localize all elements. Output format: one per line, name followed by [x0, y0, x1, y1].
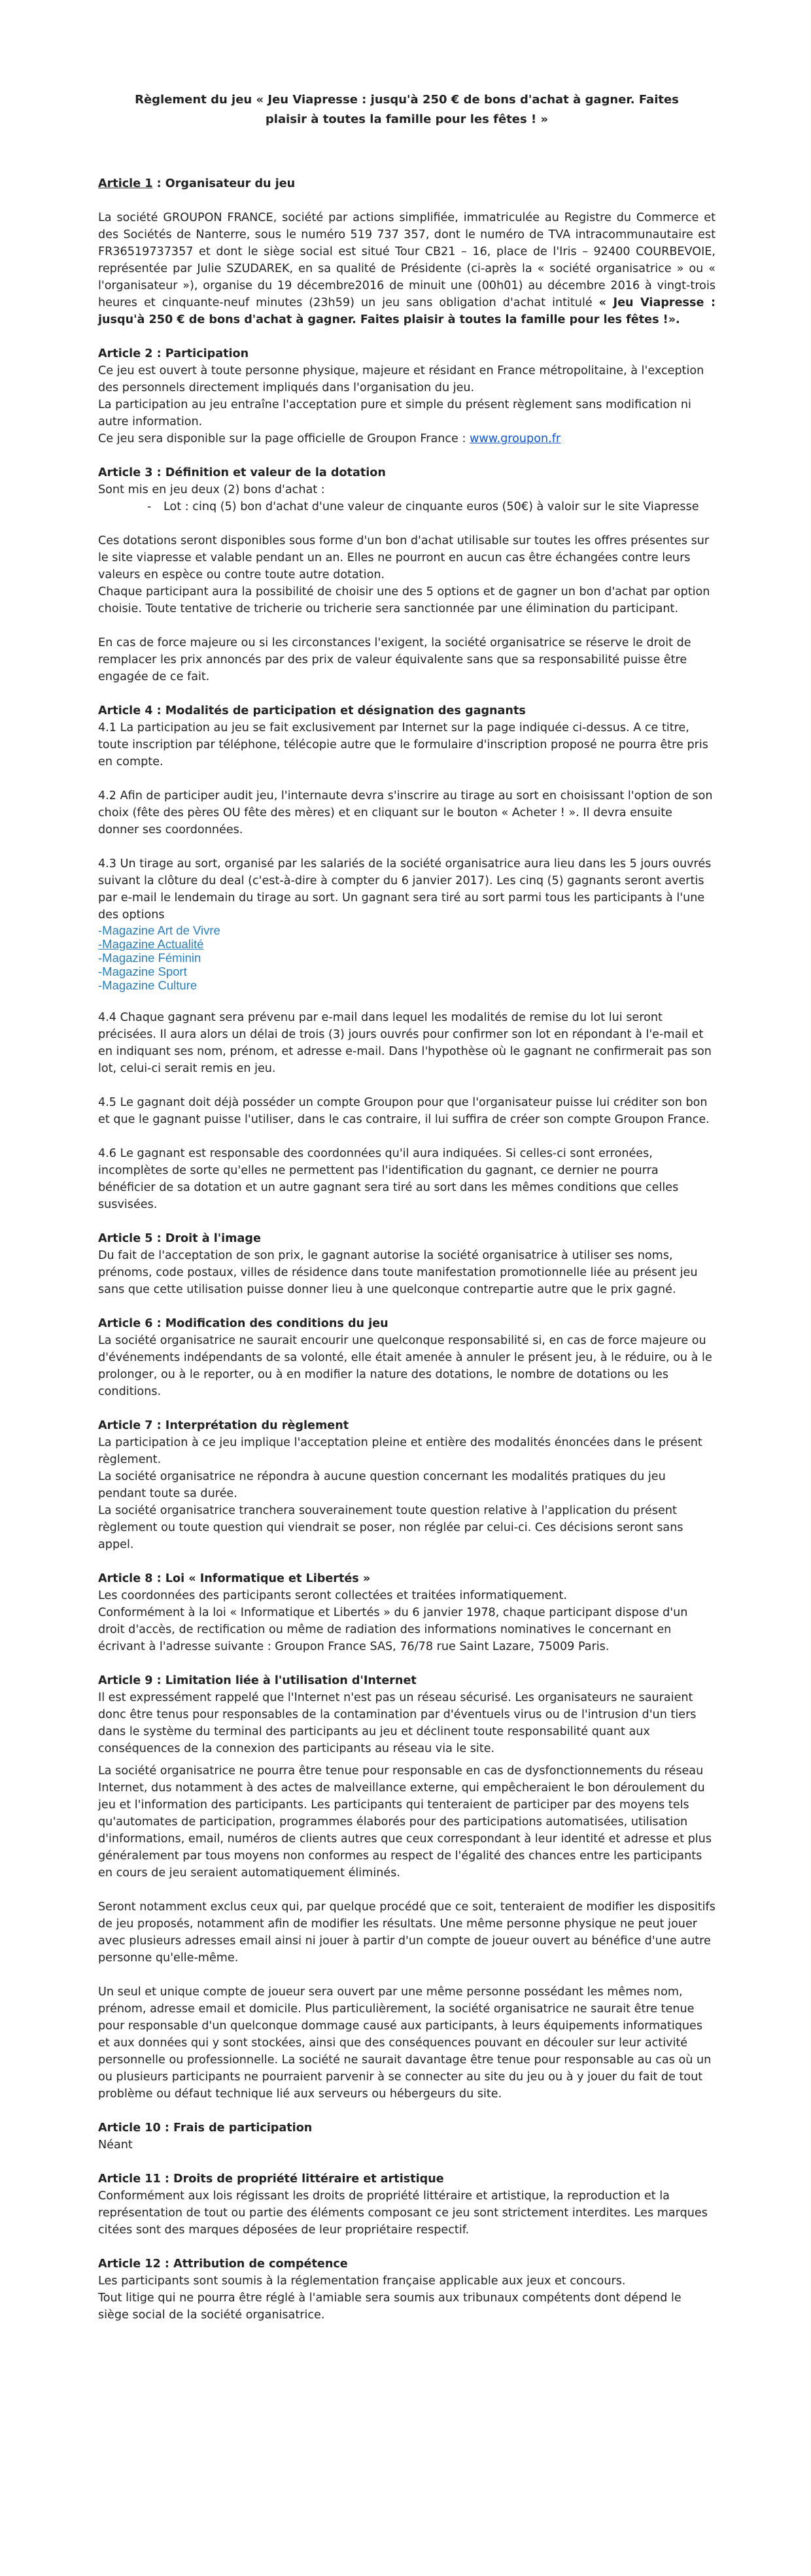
article-5-text: Du fait de l'acceptation de son prix, le gagnant autorise la société organisatrice à utiliser ses noms, prénoms, code postaux, villes de résidence dans toute manifestation promotionnelle liée au présent jeu sans que cette utilisation puisse donner lieu à une quelconque contrepartie autre que le prix gagné.: [98, 1249, 698, 1296]
article-4-3: 4.3 Un tirage au sort, organisé par les salariés de la société organisatrice aura lieu dans les 5 jours ouvrés suivant la clôture du deal (c'est-à-dire à compter du 6 janvier 2017). Les cinq (5) gagnants seront avertis par e-mail le lendemain du tirage au sort. Un gagnant sera tiré au sort parmi tous les participants à l'une des options: [98, 857, 712, 921]
article-12-line-2: Tout litige qui ne pourra être réglé à l'amiable sera soumis aux tribunaux compétents dont dépend le siège social de la société organisatrice.: [98, 2292, 682, 2322]
article-3-para-4: En cas de force majeure ou si les circonstances l'exigent, la société organisatrice se réserve le droit de remplacer les prix annoncés par des prix de valeur équivalente sans que sa responsabilité puisse être engagée de ce fait.: [98, 636, 691, 683]
article-1-title: : Organisateur du jeu: [152, 177, 296, 190]
article-2-line-3-text: Ce jeu sera disponible sur la page officielle de Groupon France :: [98, 432, 470, 445]
article-6-text: La société organisatrice ne saurait encourir une quelconque responsabilité si, en cas de force majeure ou d'événements indépendants de sa volonté, elle était amenée à annuler le présent jeu, à le réduire, ou à le prolonger, ou à le reporter, ou à en modifier la nature des dotations, le nombre de dotations ou les conditions.: [98, 1334, 712, 1398]
article-7-line-3: La société organisatrice tranchera souverainement toute question relative à l'application du présent règlement ou toute question qui viendrait se poser, non réglée par celui-ci. Ces décisions seront sans appel.: [98, 1504, 683, 1551]
bullet-dash: -: [147, 500, 152, 513]
article-11: [98, 2171, 716, 2239]
article-12-line-1: Les participants sont soumis à la réglementation française applicable aux jeux et concours.: [98, 2275, 626, 2288]
article-2-line-1: Ce jeu est ouvert à toute personne physique, majeure et résidant en France métropolitaine, à l'exception des personnels directement impliqués dans l'organisation du jeu.: [98, 364, 704, 394]
article-7: [98, 1417, 716, 1553]
article-1-number: Article 1: [98, 177, 153, 190]
article-3-para-2: Ces dotations seront disponibles sous forme d'un bon d'achat utilisable sur toutes les offres présentes sur le site viapresse et valable pendant un an. Elles ne pourront en aucun cas être échangées contre leurs valeurs en espèce ou contre toute autre dotation.: [98, 534, 710, 581]
article-12-heading: Article 12 : Attribution de compétence: [98, 2258, 348, 2271]
article-7-line-1: La participation à ce jeu implique l'acceptation pleine et entière des modalités énoncées dans le présent règlement.: [98, 1436, 702, 1466]
groupon-link[interactable]: www.groupon.fr: [469, 432, 561, 445]
article-1: [98, 175, 716, 328]
option-feminin[interactable]: -Magazine Féminin: [98, 951, 201, 965]
article-7-line-2: La société organisatrice ne répondra à aucune question concernant les modalités pratiques du jeu pendant toute sa durée.: [98, 1470, 666, 1500]
article-4-6: 4.6 Le gagnant est responsable des coordonnées qu'il aura indiquées. Si celles-ci sont erronées, incomplètes de sorte qu'elles ne permettent pas l'identification du gagnant, ce dernier ne pourra bénéficier de sa dotation et un autre gagnant sera tiré au sort dans les mêmes conditions que celles susvisées.: [98, 1147, 679, 1211]
article-11-heading: Article 11 : Droits de propriété littéraire et artistique: [98, 2172, 444, 2186]
article-8: [98, 1570, 716, 1655]
option-sport[interactable]: -Magazine Sport: [98, 965, 187, 978]
article-1-body: La société GROUPON FRANCE, société par actions simplifiée, immatriculée au Registre du Commerce et des Sociétés de Nanterre, sous le numéro 519 737 357, dont le numéro de TVA intracommunautaire est FR36519737357 et dont le siège social est situé Tour CB21 – 16, place de l'Iris – 92400 COURBEVOIE, représentée par Julie SZUDAREK, en sa qualité de Présidente (ci-après la « société organisatrice » ou « l'organisateur »), organise du 19 décembre2016 de minuit une (00h01) au décembre 2016 à vingt-trois heures et cinquante-neuf minutes (23h59) un jeu sans obligation d'achat intitulé: [98, 211, 716, 309]
article-10-heading: Article 10 : Frais de participation: [98, 2121, 313, 2135]
article-4-4: 4.4 Chaque gagnant sera prévenu par e-mail dans lequel les modalités de remise du lot lui seront précisées. Il aura alors un délai de trois (3) jours ouvrés pour confirmer son lot en répondant à l'e-mail et en indiquant ses nom, prénom, et adresse e-mail. Dans l'hypothèse où le gagnant ne confirmerait pas son lot, celui-ci serait remis en jeu.: [98, 1011, 712, 1075]
article-8-line-2: Conformément à la loi « Informatique et Libertés » du 6 janvier 1978, chaque participant dispose d'un droit d'accès, de rectification ou même de radiation des informations nominatives le concernant en écrivant à l'adresse suivante : Groupon France SAS, 76/78 rue Saint Lazare, 75009 Paris.: [98, 1606, 688, 1653]
article-2-heading: Article 2 : Participation: [98, 347, 249, 360]
article-9-para-1: Il est expressément rappelé que l'Internet n'est pas un réseau sécurisé. Les organisateurs ne sauraient donc être tenus pour responsables de la contamination par d'éventuels virus ou de l'intrusion d'un tiers dans le système du terminal des participants au jeu et déclinent toute responsabilité quant aux conséquences de la connexion des participants au réseau via le site.: [98, 1691, 697, 1755]
article-2-line-3: [98, 430, 716, 447]
document-title: Règlement du jeu « Jeu Viapresse : jusqu'à 250 € de bons d'achat à gagner. Faites plaisir à toutes la famille pour les fêtes ! »: [135, 93, 679, 126]
article-4: [98, 702, 716, 1213]
article-3-heading: Article 3 : Définition et valeur de la dotation: [98, 466, 386, 479]
article-9-heading: Article 9 : Limitation liée à l'utilisation d'Internet: [98, 1674, 417, 1687]
article-10: [98, 2120, 716, 2154]
option-actualite[interactable]: -Magazine Actualité: [98, 937, 204, 951]
article-2: [98, 345, 716, 447]
article-4-heading: Article 4 : Modalités de participation et désignation des gagnants: [98, 704, 526, 717]
article-4-2: 4.2 Afin de participer audit jeu, l'internaute devra s'inscrire au tirage au sort en choisissant l'option de son choix (fête des pères OU fête des mères) et en cliquant sur le bouton « Acheter ! ». Il devra ensuite donner ses coordonnées.: [98, 789, 713, 836]
document-body: [98, 90, 716, 2324]
article-1-text: [98, 209, 716, 328]
article-8-line-1: Les coordonnées des participants seront collectées et traitées informatiquement.: [98, 1589, 567, 1602]
option-culture[interactable]: -Magazine Culture: [98, 978, 198, 992]
article-9-para-2: La société organisatrice ne pourra être tenue pour responsable en cas de dysfonctionnements du réseau Internet, dus notamment à des actes de malveillance externe, qui empêcheraient le bon déroulement du jeu et l'information des participants. Les participants qui tenteraient de participer par des moyens tels qu'automates de participation, programmes élaborés pour des participations automatisées, utilisation d'informations, email, numéros de clients autres que ceux correspondant à leur identité et adresse et plus généralement par tous moyens non conformes au respect de l'égalité des chances entre les participants en cours de jeu seraient automatiquement éliminés.: [98, 1764, 712, 1880]
article-3-line-1: Sont mis en jeu deux (2) bons d'achat :: [98, 483, 325, 496]
article-3-lot-text: Lot : cinq (5) bon d'achat d'une valeur de cinquante euros (50€) à valoir sur le site Viapresse: [164, 500, 699, 513]
article-9-para-3: Seront notamment exclus ceux qui, par quelque procédé que ce soit, tenteraient de modifier les dispositifs de jeu proposés, notamment afin de modifier les résultats. Une même personne physique ne peut jouer avec plusieurs adresses email ainsi ni jouer à partir d'un compte de joueur ouvert au bénéfice d'une autre personne qu'elle-même.: [98, 1900, 716, 1965]
article-7-heading: Article 7 : Interprétation du règlement: [98, 1419, 349, 1432]
article-1-game-name: « Jeu Viapresse : jusqu'à 250 € de bons d'achat à gagner. Faites plaisir à toutes la famille pour les fêtes !».: [98, 296, 716, 326]
article-6-heading: Article 6 : Modification des conditions du jeu: [98, 1317, 388, 1330]
magazine-options-list: [98, 923, 716, 992]
article-8-heading: Article 8 : Loi « Informatique et Libertés »: [98, 1572, 371, 1585]
article-2-line-2: La participation au jeu entraîne l'acceptation pure et simple du présent règlement sans modification ni autre information.: [98, 398, 691, 428]
article-12: [98, 2256, 716, 2324]
article-5-heading: Article 5 : Droit à l'image: [98, 1232, 261, 1245]
article-3-para-3: Chaque participant aura la possibilité de choisir une des 5 options et de gagner un bon d'achat par option choisie. Toute tentative de tricherie ou tricherie sera sanctionnée par une élimination du participant.: [98, 585, 710, 615]
article-3: [98, 464, 716, 685]
article-1-heading: [98, 175, 716, 192]
article-4-1: 4.1 La participation au jeu se fait exclusivement par Internet sur la page indiquée ci-dessus. A ce titre, toute inscription par téléphone, télécopie autre que le formulaire d'inscription proposé ne pourra être pris en compte.: [98, 721, 708, 768]
article-5: [98, 1230, 716, 1298]
article-10-text: Néant: [98, 2138, 133, 2152]
article-3-lot-item: [98, 498, 716, 515]
article-6: [98, 1315, 716, 1400]
article-9-para-4: Un seul et unique compte de joueur sera ouvert par une même personne possédant les mêmes nom, prénom, adresse email et domicile. Plus particulièrement, la société organisatrice ne saurait être tenue pour responsable d'un quelconque dommage causé aux participants, à leurs équipements informatiques et aux données qui y sont stockées, ainsi que des conséquences pouvant en découler sur leur activité personnelle ou professionnelle. La société ne saurait davantage être tenue pour responsable au cas où un ou plusieurs participants ne pourraient parvenir à se connecter au site du jeu ou à y jouer du fait de tout problème ou défaut technique lié aux serveurs ou hébergeurs du site.: [98, 1985, 712, 2101]
article-9: [98, 1672, 716, 2103]
option-art-de-vivre[interactable]: -Magazine Art de Vivre: [98, 923, 220, 937]
article-11-text: Conformément aux lois régissant les droits de propriété littéraire et artistique, la reproduction et la représentation de tout ou partie des éléments composant ce jeu sont strictement interdites. Les marques citées sont des marques déposées de leur propriétaire respectif.: [98, 2190, 708, 2237]
article-4-5: 4.5 Le gagnant doit déjà posséder un compte Groupon pour que l'organisateur puisse lui créditer son bon et que le gagnant puisse l'utiliser, dans le cas contraire, il lui suffira de créer son compte Groupon France.: [98, 1096, 710, 1126]
